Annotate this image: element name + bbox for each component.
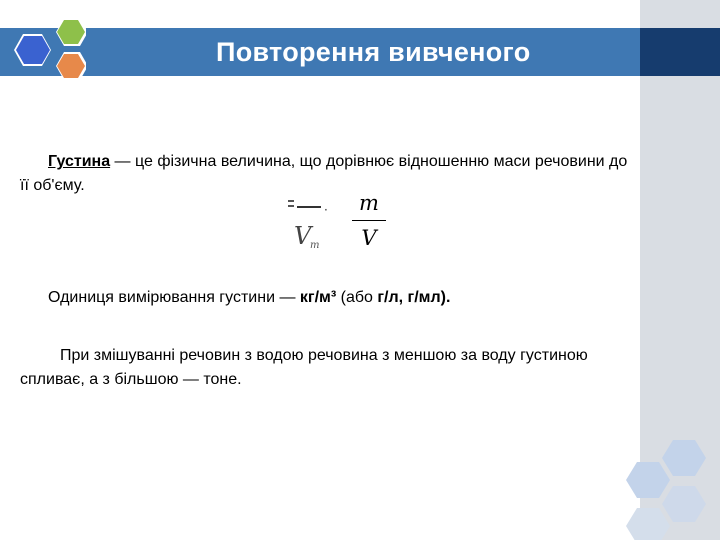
units-open: (або — [336, 289, 378, 306]
definition-text: — це фізична величина, що дорівнює відношенню маси речовини до її об'єму. — [20, 153, 628, 194]
fraction-numerator: m — [359, 191, 379, 215]
title-bar-dark-end — [640, 28, 720, 76]
hexagon-logo-icon — [8, 14, 86, 92]
units-alternatives: г/л, г/мл). — [377, 289, 451, 306]
svg-text:·: · — [324, 203, 328, 217]
density-fraction — [352, 190, 386, 251]
formula-image-sub: m — [310, 240, 320, 251]
mixing-text: При змішуванні речовин з водою речовина з меншою за воду густиною спливає, а з більшою — тоне. — [20, 347, 588, 388]
svg-text:V: V — [294, 222, 312, 250]
units-primary: кг/м³ — [299, 289, 337, 306]
mixing-paragraph — [20, 344, 640, 392]
fraction-denominator: V — [361, 226, 377, 250]
units-paragraph — [20, 286, 630, 310]
decorative-hexagons-icon — [600, 436, 720, 540]
slide-title: Повторення вивченого — [216, 37, 531, 67]
units-prefix: Одиниця вимірювання густини — — [48, 289, 300, 306]
fraction-bar — [352, 220, 386, 221]
definition-term: Густина — [48, 153, 111, 170]
formula-image — [288, 190, 332, 254]
